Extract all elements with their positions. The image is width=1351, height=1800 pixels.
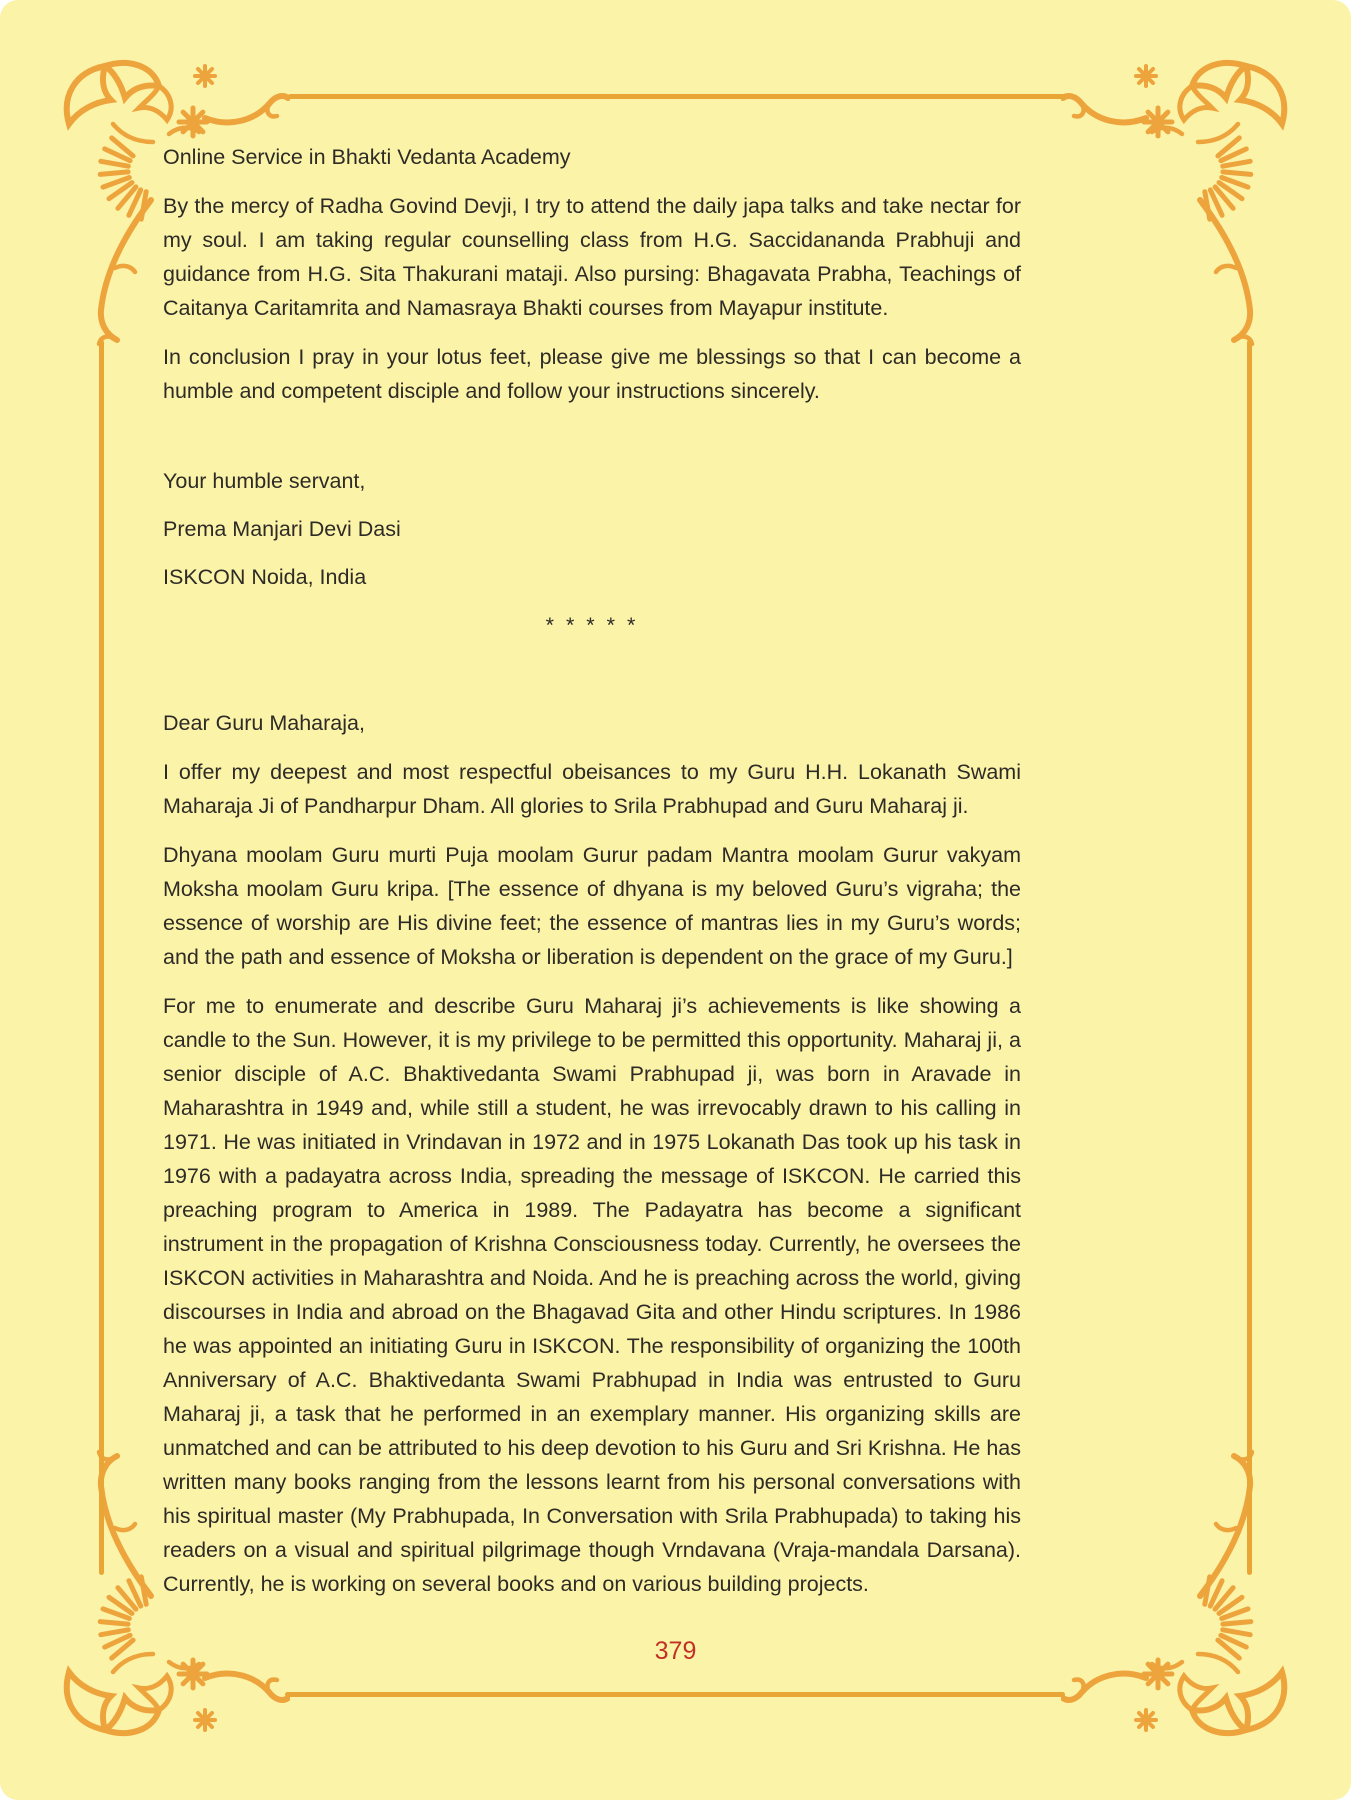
- page-content: [163, 140, 1021, 1616]
- floral-corner-flourish-icon: [1061, 58, 1296, 348]
- signature-line-location: ISKCON Noida, India: [163, 565, 367, 589]
- paragraph-conclusion: In conclusion I pray in your lotus feet, please give me blessings so that I can become a humble and competent disciple and follow your instructions sincerely.: [163, 345, 1021, 403]
- paragraph-dhyana-verse: Dhyana moolam Guru murti Puja moolam Gurur padam Mantra moolam Gurur vakyam Moksha moolam Guru kripa. [The essence of dhyana is my beloved Guru’s vigraha; the essence of worship are His divine feet; the essence of mantras lies in my Guru’s words; and the path and essence of Moksha or liberation is dependent on the grace of my Guru.]: [163, 843, 1021, 969]
- salutation: Dear Guru Maharaja,: [163, 711, 365, 735]
- section-heading: Online Service in Bhakti Vedanta Academy: [163, 145, 571, 169]
- top-border-rule: [288, 94, 1066, 99]
- signature-line-name: Prema Manjari Devi Dasi: [163, 517, 401, 541]
- right-border-rule: [1247, 340, 1252, 1575]
- paragraph-obeisances: I offer my deepest and most respectful obeisances to my Guru H.H. Lokanath Swami Maharaja Ji of Pandharpur Dham. All glories to Srila Prabhupad and Guru Maharaj ji.: [163, 760, 1021, 818]
- left-border-rule: [99, 340, 104, 1575]
- page-number: 379: [654, 1637, 697, 1665]
- paragraph-biography: For me to enumerate and describe Guru Maharaj ji’s achievements is like showing a candle to the Sun. However, it is my privilege to be permitted this opportunity. Maharaj ji, a senior disciple of A.C. Bhaktivedanta Swami Prabhupad ji, was born in Aravade in Maharashtra in 1949 and, while still a student, he was irrevocably drawn to his calling in 1971. He was initiated in Vrindavan in 1972 and in 1975 Lokanath Das took up his task in 1976 with a padayatra across India, spreading the message of ISKCON. He carried this preaching program to America in 1989. The Padayatra has become a significant instrument in the propagation of Krishna Consciousness today. Currently, he oversees the ISKCON activities in Maharashtra and Noida. And he is preaching across the world, giving discourses in India and abroad on the Bhagavad Gita and other Hindu scriptures. In 1986 he was appointed an initiating Guru in ISKCON. The responsibility of organizing the 100th Anniversary of A.C. Bhaktivedanta Swami Prabhupad in India was entrusted to Guru Maharaj ji, a task that he performed in an exemplary manner. His organizing skills are unmatched and can be attributed to his deep devotion to his Guru and Sri Krishna. He has written many books ranging from the lessons learnt from his personal conversations with his spiritual master (My Prabhupada, In Conversation with Srila Prabhupada) to taking his readers on a visual and spiritual pilgrimage though Vrndavana (Vraja-mandala Darsana). Currently, he is working on several books and on various building projects.: [163, 994, 1021, 1596]
- bottom-border-rule: [285, 1692, 1065, 1697]
- floral-corner-flourish-icon: [1061, 1448, 1296, 1738]
- paragraph-mercy: By the mercy of Radha Govind Devji, I try to attend the daily japa talks and take nectar for my soul. I am taking regular counselling class from H.G. Saccidananda Prabhuji and guidance from H.G. Sita Thakurani mataji. Also pursing: Bhagavata Prabha, Teachings of Caitanya Caritamrita and Namasraya Bhakti courses from Mayapur institute.: [163, 194, 1021, 320]
- section-separator: * * * * *: [545, 613, 639, 637]
- signature-line-closing: Your humble servant,: [163, 469, 366, 493]
- signature-block: [163, 464, 1021, 594]
